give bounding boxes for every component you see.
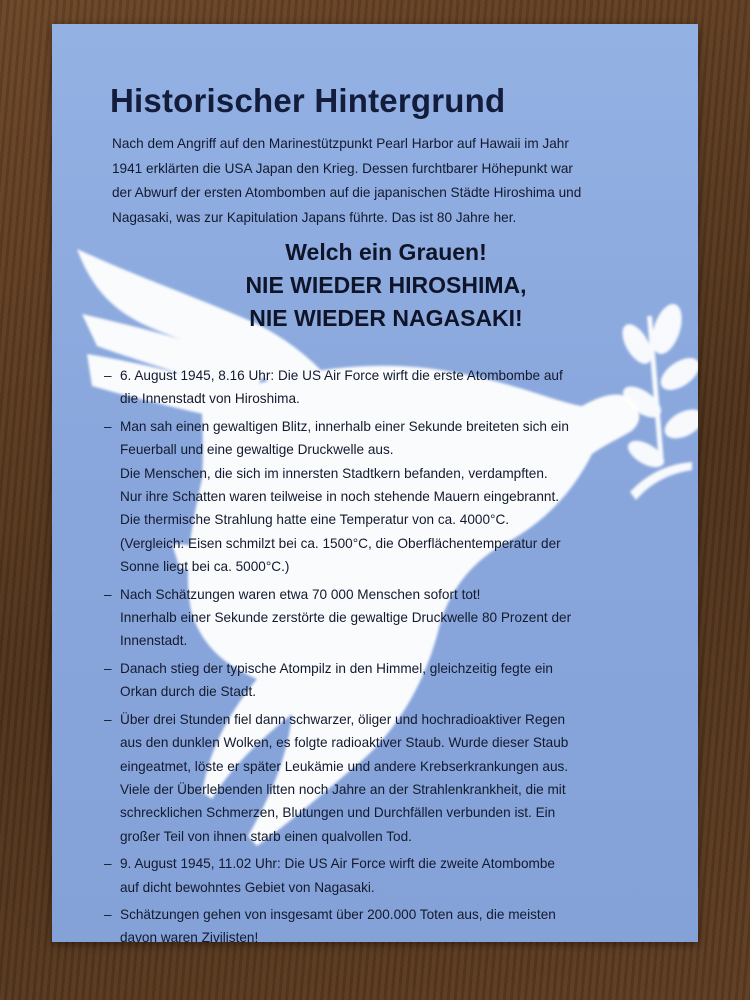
list-item (104, 583, 694, 653)
list-item-line: Viele der Überlebenden litten noch Jahre an der Strahlenkrankheit, die mit (120, 781, 566, 797)
list-item-line: schrecklichen Schmerzen, Blutungen und Durchfällen verbunden ist. Ein (120, 805, 556, 821)
dash-bullet: – (104, 418, 112, 434)
list-item-line: Die thermische Strahlung hatte eine Temperatur von ca. 4000°C. (120, 512, 510, 528)
event-list (104, 364, 694, 942)
list-item-line: Die Menschen, die sich im innersten Stadtkern befanden, verdampften. (120, 465, 548, 481)
headline (112, 236, 660, 335)
intro-line: Nach dem Angriff auf den Marinestützpunkt Pearl Harbor auf Hawaii im Jahr (112, 136, 569, 151)
list-item (104, 415, 694, 579)
list-item-line: Innenstadt. (120, 633, 188, 649)
list-item-line: (Vergleich: Eisen schmilzt bei ca. 1500°C, die Oberflächentemperatur der (120, 535, 561, 551)
headline-line: NIE WIEDER HIROSHIMA, (245, 272, 527, 298)
intro-paragraph (112, 132, 687, 231)
list-item-line: 9. August 1945, 11.02 Uhr: Die US Air Force wirft die zweite Atombombe (120, 856, 555, 872)
list-item-line: davon waren Zivilisten! (120, 930, 259, 942)
flyer-content (52, 24, 698, 942)
list-item-line: eingeatmet, löste er später Leukämie und andere Krebserkrankungen aus. (120, 758, 569, 774)
dash-bullet: – (104, 711, 112, 727)
intro-line: 1941 erklärten die USA Japan den Krieg. Dessen furchtbarer Höhepunkt war (112, 160, 573, 176)
list-item-line: Danach stieg der typische Atompilz in den Himmel, gleichzeitig fegte ein (120, 660, 553, 676)
page-title: Historischer Hintergrund (110, 82, 506, 119)
list-item (104, 364, 694, 411)
list-item-line: Orkan durch die Stadt. (120, 684, 257, 700)
list-item-line: Feuerball und eine gewaltige Druckwelle aus. (120, 442, 394, 458)
headline-line: Welch ein Grauen! (285, 239, 487, 265)
list-item (104, 903, 694, 942)
dash-bullet: – (104, 856, 112, 872)
list-item-line: 6. August 1945, 8.16 Uhr: Die US Air Force wirft die erste Atombombe auf (120, 368, 563, 383)
list-item (104, 708, 694, 848)
list-item-line: auf dicht bewohntes Gebiet von Nagasaki. (120, 879, 375, 895)
list-item-line: aus den dunklen Wolken, es folgte radioaktiver Staub. Wurde dieser Staub (120, 735, 569, 751)
list-item (104, 657, 694, 704)
list-item-line: die Innenstadt von Hiroshima. (120, 391, 300, 407)
list-item-line: Innerhalb einer Sekunde zerstörte die gewaltige Druckwelle 80 Prozent der (120, 610, 572, 626)
list-item-line: Schätzungen gehen von insgesamt über 200.000 Toten aus, die meisten (120, 906, 556, 922)
list-item-line: Über drei Stunden fiel dann schwarzer, öliger und hochradioaktiver Regen (120, 711, 566, 727)
list-item-line: Man sah einen gewaltigen Blitz, innerhalb einer Sekunde breiteten sich ein (120, 418, 569, 434)
list-item-line: Sonne liegt bei ca. 5000°C.) (120, 559, 290, 575)
dash-bullet: – (104, 660, 112, 676)
list-item (104, 852, 694, 899)
headline-line: NIE WIEDER NAGASAKI! (249, 305, 523, 331)
dash-bullet: – (104, 368, 112, 383)
dash-bullet: – (104, 586, 112, 602)
list-item-line: Nur ihre Schatten waren teilweise in noch stehende Mauern eingebrannt. (120, 489, 560, 505)
intro-line: Nagasaki, was zur Kapitulation Japans führte. Das ist 80 Jahre her. (112, 210, 517, 226)
list-item-line: großer Teil von ihnen starb einen qualvollen Tod. (120, 828, 412, 844)
list-item-line: Nach Schätzungen waren etwa 70 000 Menschen sofort tot! (120, 586, 481, 602)
flyer (52, 24, 698, 942)
intro-line: der Abwurf der ersten Atombomben auf die japanischen Städte Hiroshima und (112, 185, 582, 201)
dash-bullet: – (104, 906, 112, 922)
